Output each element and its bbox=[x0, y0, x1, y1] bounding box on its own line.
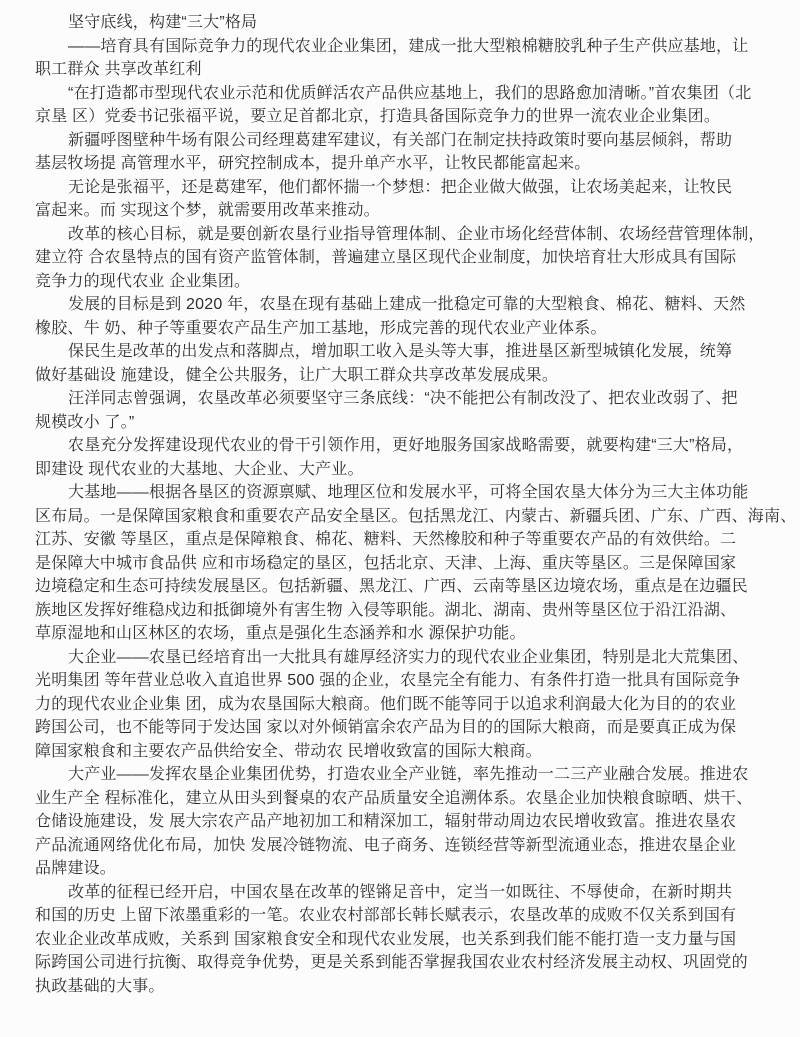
text-line: 大产业——发挥农垦企业集团优势，打造农业全产业链，率先推动一二三产业融合发展。推进农 bbox=[68, 766, 749, 783]
text-line: 建立符 合农垦特点的国有资产监管体制，普遍建立垦区现代企业制度，加快培育壮大形成具有国际 bbox=[35, 249, 737, 266]
text-line: 大企业——农垦已经培育出一大批具有雄厚经济实力的现代农业企业集团，特别是北大荒集团、 bbox=[68, 648, 749, 666]
text-line: 际跨国公司进行抗衡、取得竞争优势，更是关系到能否掌握我国农业农村经济发展主动权、巩固党的 bbox=[35, 954, 748, 971]
text-line: 京垦 区）党委书记张福平说，要立足首都北京，打造具备国际竞争力的世界一流农业企业集团。 bbox=[35, 108, 721, 125]
text-line: ——培育具有国际竞争力的现代农业企业集团，建成一批大型粮棉糖胶乳种子生产供应基地，让 bbox=[68, 37, 749, 55]
text-line: 跨国公司，也不能等同于发达国 家以对外倾销富余农产品为目的的国际大粮商，而是要真正成为保 bbox=[35, 719, 737, 736]
text-line: 基层牧场提 高管理水平，研究控制成本，提升单产水平，让牧民都能富起来。 bbox=[35, 155, 591, 172]
text-line: 大基地——根据各垦区的资源禀赋、地理区位和发展水平，可将全国农垦大体分为三大主体功能 bbox=[68, 484, 749, 501]
text-line: 发展的目标是到 2020 年，农垦在现有基础上建成一批稳定可靠的大型粮食、棉花、糖料、天然 bbox=[68, 296, 746, 313]
text-line: 规模改小 了。” bbox=[35, 413, 135, 431]
text-line: 光明集团 等年营业总收入直追世界 500 强的企业，农垦完全有能力、有条件打造一批具有国际竞争 bbox=[35, 672, 741, 689]
text-line: 是保障大中城市食品供 应和市场稳定的垦区，包括北京、天津、上海、重庆等垦区。三是保障国家 bbox=[35, 554, 737, 572]
text-line: 族地区发挥好维稳戍边和抵御境外有害生物 入侵等职能。湖北、湖南、贵州等垦区位于沿江沿湖、 bbox=[35, 601, 737, 619]
text-line: 改革的征程已经开启，中国农垦在改革的铿锵足音中，定当一如既往、不辱使命，在新时期共 bbox=[68, 883, 733, 901]
text-line: 农垦充分发挥建设现代农业的骨干引领作用，更好地服务国家战略需要，就要构建“三大”格局， bbox=[68, 437, 744, 454]
text-line: 做好基础设 施建设，健全公共服务，让广大职工群众共享改革发展成果。 bbox=[35, 366, 559, 384]
text-line: 橡胶、牛 奶、种子等重要农产品生产加工基地，形成完善的现代农业产业体系。 bbox=[35, 319, 607, 337]
text-line: 坚守底线，构建“三大”格局 bbox=[68, 14, 258, 31]
text-line: 富起来。而 实现这个梦，就需要用改革来推动。 bbox=[35, 202, 380, 219]
text-line: 区布局。一是保障国家粮食和重要农产品安全垦区。包括黑龙江、内蒙古、新疆兵团、广东、广西、海南、 bbox=[35, 507, 797, 525]
text-line: 竞争力的现代农业 企业集团。 bbox=[35, 272, 251, 290]
text-line: 执政基础的大事。 bbox=[35, 977, 165, 995]
text-line: 保民生是改革的出发点和落脚点，增加职工收入是头等大事，推进垦区新型城镇化发展，统筹 bbox=[68, 343, 733, 360]
text-line: 业生产全 程标准化，建立从田头到餐桌的农产品质量安全追溯体系。农垦企业加快粮食晾晒、烘干、 bbox=[35, 789, 753, 807]
text-line: 障国家粮食和主要农产品供给安全、带动农 民增收致富的国际大粮商。 bbox=[35, 742, 542, 760]
text-line: 品牌建设。 bbox=[35, 860, 117, 877]
text-line: 产品流通网络优化布局，加快 发展冷链物流、电子商务、连锁经营等新型流通业态，推进农垦企业 bbox=[35, 836, 737, 854]
text-line: 江苏、安徽 等垦区，重点是保障粮食、棉花、糖料、天然橡胶和种子等重要农产品的有效供给。二 bbox=[35, 531, 737, 548]
text-line: 力的现代农业企业集 团，成为农垦国际大粮商。他们既不能等同于以追求利润最大化为目的的农业 bbox=[35, 695, 737, 713]
text-line: 汪洋同志曾强调，农垦改革必须要坚守三条底线：“决不能把公有制改没了、把农业改弱了、把 bbox=[68, 390, 738, 407]
text-line: 新疆呼图壁种牛场有限公司经理葛建军建议，有关部门在制定扶持政策时要向基层倾斜，帮助 bbox=[68, 131, 733, 149]
text-line: “在打造都市型现代农业示范和优质鲜活农产品供应基地上，我们的思路愈加清晰。”首农集团（北 bbox=[68, 84, 752, 102]
text-line: 仓储设施建设，发 展大宗农产品产地初加工和精深加工，辐射带动周边农民增收致富。推进农垦农 bbox=[35, 813, 737, 830]
article-text-block bbox=[35, 11, 797, 998]
text-line: 即建设 现代农业的大基地、大企业、大产业。 bbox=[35, 460, 364, 478]
text-line: 和国的历史 上留下浓墨重彩的一笔。农业农村部部长韩长赋表示，农垦改革的成败不仅关系到国有 bbox=[35, 907, 737, 924]
text-line: 边境稳定和生态可持续发展垦区。包括新疆、黑龙江、广西、云南等垦区边境农场，重点是在边疆民 bbox=[35, 578, 748, 595]
text-line: 职工群众 共享改革红利 bbox=[35, 61, 202, 78]
text-line: 草原湿地和山区林区的农场，重点是强化生态涵养和水 源保护功能。 bbox=[35, 625, 526, 642]
text-line: 农业企业改革成败，关系到 国家粮食安全和现代农业发展，也关系到我们能不能打造一支力量与国 bbox=[35, 930, 737, 948]
text-line: 无论是张福平，还是葛建军，他们都怀揣一个梦想：把企业做大做强，让农场美起来，让牧民 bbox=[68, 178, 733, 196]
text-line: 改革的核心目标，就是要创新农垦行业指导管理体制、企业市场化经营体制、农场经营管理体制， bbox=[68, 225, 765, 243]
